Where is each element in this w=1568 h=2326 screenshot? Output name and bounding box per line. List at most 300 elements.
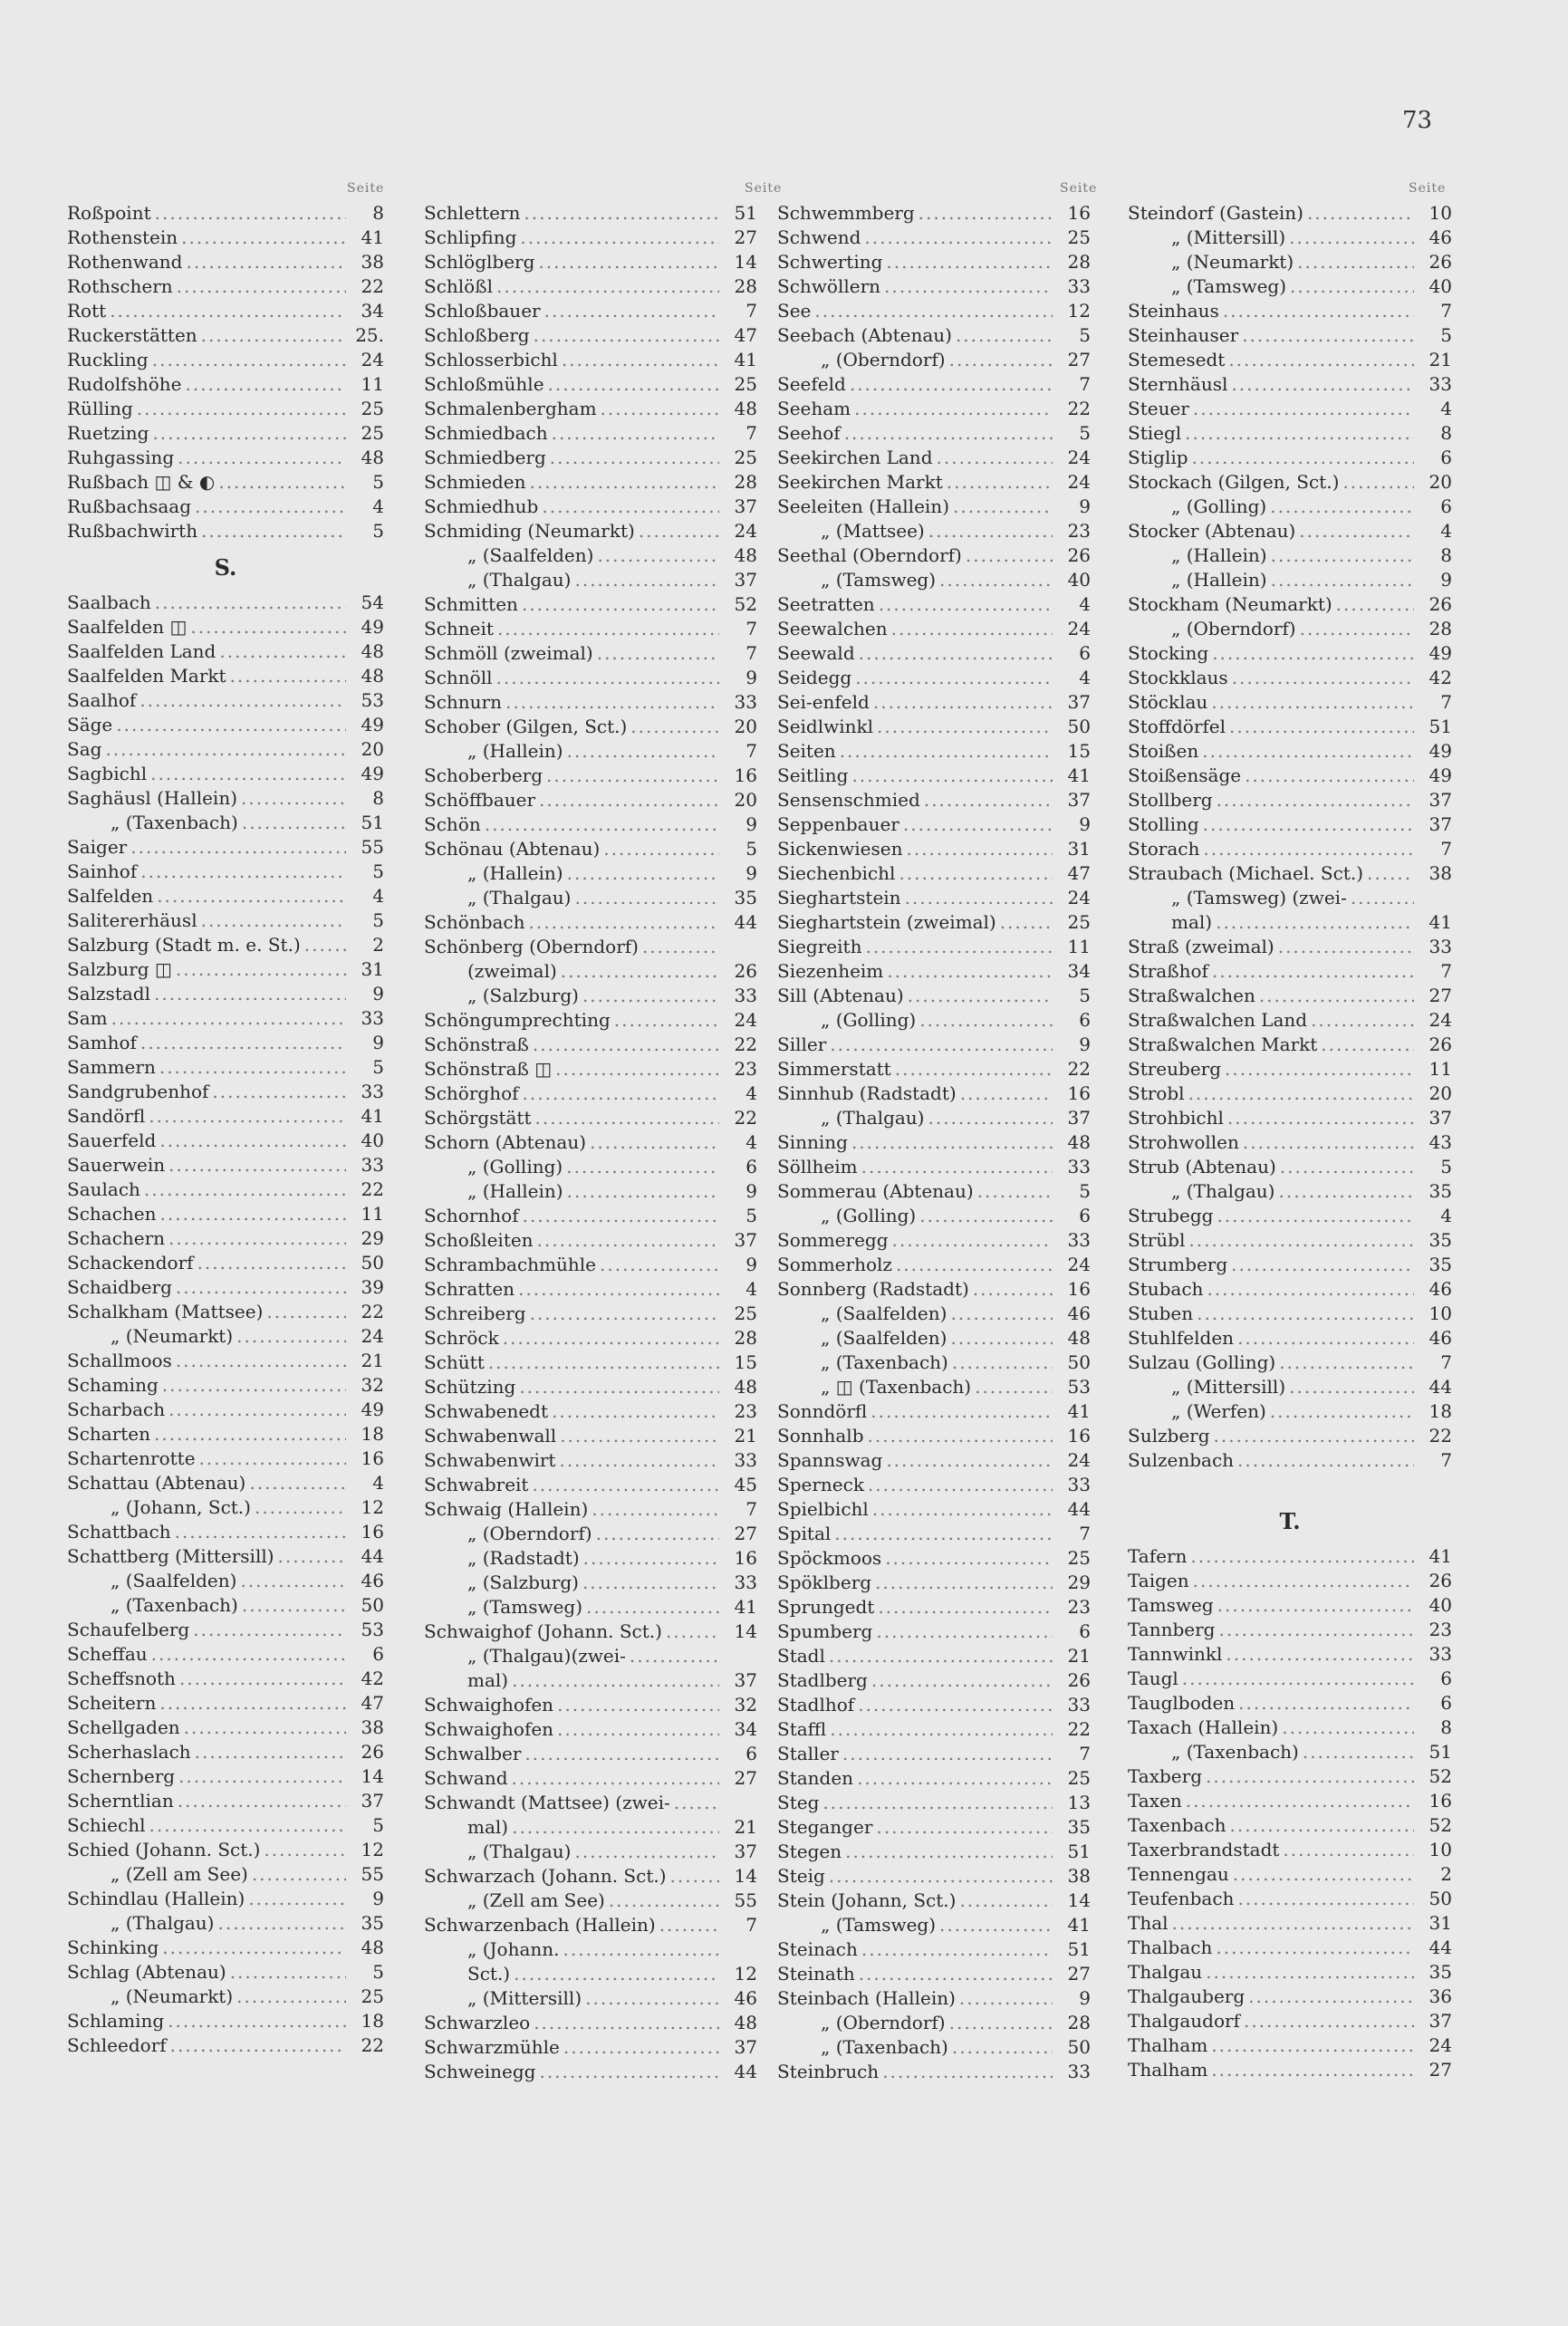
index-entry [67, 1887, 384, 1911]
place-name: Stolling [1128, 813, 1199, 835]
index-entry [424, 812, 757, 837]
page-reference: 8 [1440, 544, 1452, 566]
page-reference: 33 [1067, 275, 1091, 297]
index-entry [777, 1717, 1091, 1742]
index-entry [424, 1204, 757, 1228]
index-entry [777, 1253, 1091, 1277]
place-name: Steindorf (Gastein) [1128, 202, 1303, 224]
index-entry [67, 1006, 384, 1031]
index-entry [424, 1937, 757, 1962]
leader-dots [939, 568, 1053, 592]
place-name: „ ◫ (Taxenbach) [821, 1376, 972, 1398]
page-reference: 21 [734, 1816, 757, 1838]
index-entry [777, 323, 1091, 348]
place-name: „ (Golling) [467, 1156, 563, 1177]
place-name: Seeleiten (Hallein) [777, 495, 949, 517]
page-reference: 7 [746, 642, 757, 664]
page-reference: 35 [734, 887, 757, 908]
place-name: Simmerstatt [777, 1058, 891, 1080]
place-name: Schmöll (zweimal) [424, 642, 593, 664]
leader-dots [1278, 1179, 1414, 1204]
index-entry [1128, 274, 1452, 299]
leader-dots [557, 1717, 719, 1742]
index-entry [424, 1448, 757, 1473]
place-name: Staffl [777, 1718, 827, 1740]
page-reference: 33 [361, 1154, 384, 1176]
place-name: Steg [777, 1792, 820, 1813]
index-entry [424, 543, 757, 568]
leader-dots [906, 837, 1053, 861]
leader-dots [1218, 1618, 1414, 1642]
place-name: Schöngumprechting [424, 1009, 611, 1031]
place-name: Schörgstätt [424, 1107, 532, 1129]
page-reference: 27 [734, 226, 757, 248]
page-reference: 22 [1067, 1058, 1091, 1080]
page-reference: 33 [734, 1571, 757, 1593]
leader-dots [949, 348, 1053, 372]
leader-dots [514, 1962, 719, 1986]
page-reference: 46 [1429, 1278, 1452, 1300]
place-name: Stadlhof [777, 1694, 855, 1716]
place-name: Schrambachmühle [424, 1254, 596, 1275]
page-reference: 20 [734, 789, 757, 811]
page-reference: 5 [746, 838, 757, 860]
place-name: „ (Saalfelden) [821, 1327, 948, 1349]
place-name: Thalgaudorf [1128, 2010, 1240, 2032]
page-reference: 26 [1429, 1570, 1452, 1591]
page-reference: 37 [734, 1841, 757, 1862]
leader-dots [242, 1593, 346, 1618]
leader-dots [539, 788, 719, 812]
place-name: Sct.) [467, 1963, 511, 1985]
place-name: Siegreith [777, 936, 862, 957]
index-entry [777, 935, 1091, 959]
page-reference: 25 [361, 1985, 384, 2007]
leader-dots [871, 1399, 1053, 1424]
leader-dots [179, 1667, 346, 1691]
place-name: Straßhof [1128, 960, 1208, 982]
index-entry [1128, 1204, 1452, 1228]
place-name: Seppenbauer [777, 813, 899, 835]
index-entry [424, 1962, 757, 1986]
index-entry [777, 2011, 1091, 2035]
index-entry [777, 250, 1091, 274]
index-entry [424, 788, 757, 812]
index-entry [777, 1864, 1091, 1889]
leader-dots [157, 884, 346, 908]
leader-dots [255, 1495, 346, 1520]
index-entry [67, 1936, 384, 1960]
page-reference: 5 [746, 1205, 757, 1226]
page-reference: 46 [1429, 226, 1452, 248]
place-name: Straßwalchen Land [1128, 1009, 1308, 1031]
place-name: „ (Oberndorf) [467, 1523, 592, 1544]
page-reference: 53 [1067, 1376, 1091, 1398]
leader-dots [537, 1228, 719, 1253]
index-entry [67, 860, 384, 884]
leader-dots [1226, 1642, 1414, 1667]
page-reference: 9 [1079, 813, 1091, 835]
leader-dots [642, 935, 719, 959]
place-name: „ (Salzburg) [467, 985, 579, 1006]
page-reference: 53 [361, 1619, 384, 1640]
place-name: Rudolfshöhe [67, 373, 182, 395]
leader-dots [895, 1057, 1053, 1081]
index-entry [424, 2060, 757, 2084]
index-entry [777, 1057, 1091, 1081]
page-reference: 20 [361, 738, 384, 760]
leader-dots [1283, 1838, 1414, 1862]
index-entry [1128, 1228, 1452, 1253]
index-entry [67, 1324, 384, 1349]
index-entry [424, 421, 757, 446]
leader-dots [116, 713, 346, 737]
index-entry [424, 1864, 757, 1889]
place-name: „ (Taxenbach) [111, 1594, 238, 1616]
page-reference: 42 [1429, 667, 1452, 688]
place-name: Schönau (Abtenau) [424, 838, 601, 860]
place-name: Thal [1128, 1912, 1169, 1934]
leader-dots [152, 348, 346, 372]
index-entry [424, 372, 757, 397]
leader-dots [149, 1813, 347, 1838]
index-entry [67, 664, 384, 688]
place-name: Schwaighofen [424, 1718, 554, 1740]
index-entry [777, 1350, 1091, 1375]
leader-dots [170, 2033, 346, 2058]
page-reference: 24 [1067, 447, 1091, 468]
leader-dots [1299, 519, 1414, 543]
leader-dots [674, 1791, 719, 1815]
page-reference: 7 [1440, 960, 1452, 982]
index-entry [424, 470, 757, 495]
leader-dots [1231, 1253, 1414, 1277]
leader-dots [159, 1055, 346, 1080]
index-column-1 [67, 201, 384, 2058]
index-entry [777, 1448, 1091, 1473]
leader-dots [552, 421, 719, 446]
index-entry [67, 1667, 384, 1691]
index-entry [777, 1081, 1091, 1106]
place-name: „ (Taxenbach) [821, 1351, 948, 1373]
place-name: Schattau (Abtenau) [67, 1472, 246, 1494]
leader-dots [1225, 1057, 1414, 1081]
page-reference: 18 [361, 2010, 384, 2032]
place-name: Thalbach [1128, 1937, 1213, 1958]
index-entry [777, 1179, 1091, 1204]
leader-dots [1230, 1813, 1414, 1838]
place-name: Salzburg ◫ [67, 958, 172, 980]
leader-dots [155, 591, 346, 615]
index-entry [777, 1546, 1091, 1571]
index-entry [67, 811, 384, 835]
place-name: Sieghartstein [777, 887, 901, 908]
page-reference: 15 [1067, 740, 1091, 762]
page-reference: 48 [361, 1937, 384, 1958]
page-reference: 48 [361, 447, 384, 468]
index-entry [424, 1668, 757, 1693]
index-entry [1128, 250, 1452, 274]
place-name: Strohwollen [1128, 1131, 1239, 1153]
place-name: Rülling [67, 398, 133, 419]
index-entry [1128, 935, 1452, 959]
place-name: Sag [67, 738, 102, 760]
place-name: Schachen [67, 1203, 157, 1225]
page-reference: 26 [1429, 251, 1452, 273]
place-name: „ (Tamsweg) (zwei- [1171, 887, 1347, 908]
leader-dots [582, 984, 719, 1008]
place-name: Schlaming [67, 2010, 165, 2032]
place-name: Sinning [777, 1131, 848, 1153]
place-name: mal) [1171, 911, 1213, 933]
page-reference: 4 [1079, 667, 1091, 688]
leader-dots [155, 201, 346, 226]
page-reference: 48 [734, 398, 757, 419]
page-reference: 31 [1429, 1912, 1452, 1934]
index-entry [1128, 446, 1452, 470]
index-entry [1128, 1985, 1452, 2009]
index-entry [67, 1495, 384, 1520]
page-reference: 6 [1079, 1205, 1091, 1226]
leader-dots [844, 421, 1053, 446]
place-name: Saulach [67, 1178, 140, 1200]
page-reference: 20 [734, 716, 757, 737]
place-name: Schwarzleo [424, 2012, 531, 2033]
page-reference: 5 [372, 471, 384, 493]
page-reference: 49 [361, 1398, 384, 1420]
index-entry [777, 226, 1091, 250]
place-name: Siller [777, 1033, 827, 1055]
page-reference: 48 [734, 544, 757, 566]
page-reference: 38 [361, 251, 384, 273]
place-name: „ (Mittersill) [467, 1987, 582, 2009]
index-entry [777, 568, 1091, 592]
index-entry [1128, 1350, 1452, 1375]
spacer [1128, 1473, 1452, 1497]
place-name: Roßpoint [67, 202, 151, 224]
page-reference: 16 [1067, 1425, 1091, 1447]
place-name: Spielbichl [777, 1498, 869, 1520]
place-name: Schloßbauer [424, 300, 541, 322]
leader-dots [919, 201, 1053, 226]
page-reference: 7 [1440, 691, 1452, 713]
place-name: Sill (Abtenau) [777, 985, 904, 1006]
place-name: Sinnhub (Radstadt) [777, 1082, 957, 1104]
page-reference: 24 [1067, 1254, 1091, 1275]
place-name: Schaufelberg [67, 1619, 190, 1640]
index-entry [67, 639, 384, 664]
place-name: Steuer [1128, 398, 1189, 419]
place-name: Schwand [424, 1767, 508, 1789]
index-entry [777, 372, 1091, 397]
leader-dots [178, 446, 346, 470]
index-entry [777, 1937, 1091, 1962]
place-name: Rothenstein [67, 226, 178, 248]
leader-dots [1248, 1985, 1414, 2009]
place-name: mal) [467, 1816, 509, 1838]
leader-dots [876, 1815, 1053, 1840]
index-entry [67, 421, 384, 446]
leader-dots [952, 1350, 1053, 1375]
index-entry [777, 1473, 1091, 1497]
index-entry [67, 1104, 384, 1129]
index-entry [1128, 1667, 1452, 1691]
page-reference: 32 [361, 1374, 384, 1396]
place-name: Stoißen [1128, 740, 1199, 762]
place-name: Schattbach [67, 1521, 171, 1543]
index-entry [67, 1691, 384, 1716]
place-name: Straubach (Michael. Sct.) [1128, 862, 1363, 884]
leader-dots [601, 397, 719, 421]
page-reference: 51 [1429, 1741, 1452, 1763]
place-name: Thalgau [1128, 1961, 1203, 1983]
place-name: Schwend [777, 226, 861, 248]
place-name: Teufenbach [1128, 1888, 1235, 1909]
leader-dots [1192, 446, 1414, 470]
place-name: Taxen [1128, 1790, 1182, 1812]
place-name: „ (Mattsee) [821, 520, 925, 542]
index-entry [67, 762, 384, 786]
index-entry [1128, 1302, 1452, 1326]
leader-dots [497, 617, 719, 641]
place-name: Seekirchen Land [777, 447, 933, 468]
page-reference: 24 [361, 1325, 384, 1347]
page-reference: 33 [1067, 1229, 1091, 1251]
index-entry [67, 1960, 384, 1985]
page-reference: 37 [1429, 789, 1452, 811]
page-reference: 5 [372, 860, 384, 882]
leader-dots [840, 739, 1053, 764]
page-reference: 7 [1079, 373, 1091, 395]
page-reference: 9 [1079, 495, 1091, 517]
index-entry [777, 788, 1091, 812]
index-entry [1128, 1033, 1452, 1057]
index-entry [777, 2035, 1091, 2060]
page-reference: 16 [1429, 1790, 1452, 1812]
index-entry [424, 1522, 757, 1546]
index-entry [777, 1571, 1091, 1595]
index-entry [67, 1789, 384, 1813]
index-entry [424, 715, 757, 739]
place-name: Salitererhäusl [67, 909, 197, 931]
index-entry [67, 1349, 384, 1373]
place-name: Tamsweg [1128, 1594, 1214, 1616]
index-entry [424, 1326, 757, 1350]
place-name: Schützing [424, 1376, 516, 1398]
page-reference: 6 [1440, 447, 1452, 468]
place-name: Sulzenbach [1128, 1449, 1235, 1471]
page-reference: 8 [372, 202, 384, 224]
index-entry [777, 397, 1091, 421]
page-reference: 27 [1429, 985, 1452, 1006]
page-reference: 5 [1079, 985, 1091, 1006]
page-reference: 16 [1067, 202, 1091, 224]
page-reference: 33 [1067, 1694, 1091, 1716]
index-entry [777, 1766, 1091, 1791]
index-entry [67, 1129, 384, 1153]
page-reference: 50 [361, 1252, 384, 1274]
place-name: Schaidberg [67, 1276, 172, 1298]
page-reference: 49 [1429, 764, 1452, 786]
page-reference: 40 [1429, 1594, 1452, 1616]
place-name: Siechenbichl [777, 862, 896, 884]
leader-dots [240, 1569, 346, 1593]
leader-dots [1342, 470, 1414, 495]
place-name: Schoberberg [424, 764, 544, 786]
place-name: Schlipfing [424, 226, 517, 248]
index-entry [424, 299, 757, 323]
index-entry [424, 1375, 757, 1399]
leader-dots [850, 372, 1053, 397]
page-reference: 37 [734, 495, 757, 517]
page-reference: 37 [1429, 2010, 1452, 2032]
leader-dots [563, 1937, 719, 1962]
leader-dots [1289, 226, 1414, 250]
leader-dots [882, 2060, 1053, 2084]
page-reference: 22 [1067, 1718, 1091, 1740]
place-name: Tannwinkl [1128, 1643, 1223, 1665]
index-entry [1128, 1326, 1452, 1350]
index-entry [1128, 1448, 1452, 1473]
place-name: Sandgrubenhof [67, 1081, 209, 1102]
place-name: „ (Thalgau) [1171, 1180, 1275, 1202]
page-reference: 6 [1440, 495, 1452, 517]
index-entry [424, 1228, 757, 1253]
leader-dots [960, 1081, 1053, 1106]
place-name: Schwabenwirt [424, 1449, 556, 1471]
page-reference: 44 [734, 2061, 757, 2082]
place-name: Rott [67, 300, 107, 322]
index-entry [1128, 1764, 1452, 1789]
index-entry [777, 470, 1091, 495]
index-entry [1128, 1887, 1452, 1911]
page-reference: 6 [1079, 1009, 1091, 1031]
leader-dots [162, 1936, 346, 1960]
page-reference: 44 [1429, 1376, 1452, 1398]
leader-dots [1238, 1691, 1414, 1716]
place-name: Stoißensäge [1128, 764, 1242, 786]
page-reference: 31 [361, 958, 384, 980]
leader-dots [887, 959, 1053, 984]
place-name: Straßwalchen [1128, 985, 1255, 1006]
leader-dots [1280, 1155, 1414, 1179]
index-entry [1128, 470, 1452, 495]
place-name: „ (Neumarkt) [111, 1325, 234, 1347]
leader-dots [168, 1153, 346, 1177]
seite-column-label: Seite [1060, 181, 1098, 196]
index-entry [424, 739, 757, 764]
page-reference: 41 [1429, 911, 1452, 933]
leader-dots [1237, 1326, 1414, 1350]
index-entry [424, 1693, 757, 1717]
page-reference: 51 [361, 812, 384, 833]
place-name: Stocking [1128, 642, 1209, 664]
page-reference: 28 [734, 471, 757, 493]
place-name: Steinbach (Hallein) [777, 1987, 956, 2009]
leader-dots [975, 1375, 1053, 1399]
page-reference: 24 [361, 349, 384, 370]
leader-dots [530, 1302, 719, 1326]
leader-dots [949, 2011, 1053, 2035]
place-name: Saalfelden Markt [67, 665, 226, 687]
place-name: Schiechl [67, 1814, 146, 1836]
index-entry [777, 1522, 1091, 1546]
place-name: Schwerting [777, 251, 883, 273]
place-name: Schörghof [424, 1082, 519, 1104]
leader-dots [193, 1618, 346, 1642]
index-entry [1128, 1911, 1452, 1936]
leader-dots [884, 274, 1053, 299]
